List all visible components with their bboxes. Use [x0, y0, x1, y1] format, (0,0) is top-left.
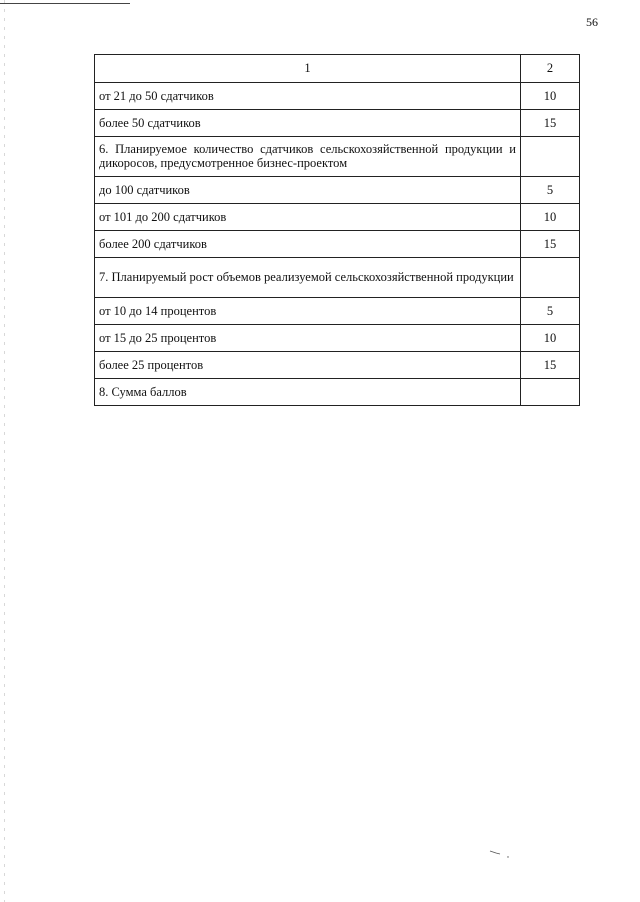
- column-header-criterion: 1: [95, 55, 521, 83]
- pen-mark: [489, 849, 511, 859]
- total-score-value: [521, 379, 580, 406]
- total-score-label: 8. Сумма баллов: [95, 379, 521, 406]
- table-section-row: [95, 137, 580, 177]
- table-row: [95, 83, 580, 110]
- criterion-text: от 21 до 50 сдатчиков: [95, 83, 521, 110]
- table-row: [95, 204, 580, 231]
- criterion-score: [521, 137, 580, 177]
- criterion-score: 15: [521, 110, 580, 137]
- criterion-score: 15: [521, 352, 580, 379]
- column-header-score: 2: [521, 55, 580, 83]
- criterion-score: [521, 258, 580, 298]
- criterion-text: более 25 процентов: [95, 352, 521, 379]
- criterion-text: от 15 до 25 процентов: [95, 325, 521, 352]
- table-header-row: [95, 55, 580, 83]
- criteria-table: [94, 54, 580, 406]
- criterion-text: до 100 сдатчиков: [95, 177, 521, 204]
- table-row: [95, 298, 580, 325]
- criterion-score: 5: [521, 298, 580, 325]
- table-row: [95, 110, 580, 137]
- table-row: [95, 352, 580, 379]
- scan-artifact-top-line: [0, 3, 130, 4]
- criterion-text: более 200 сдатчиков: [95, 231, 521, 258]
- table-row: [95, 325, 580, 352]
- table-row-total: [95, 379, 580, 406]
- criterion-score: 10: [521, 83, 580, 110]
- criterion-score: 10: [521, 204, 580, 231]
- criterion-text: от 10 до 14 процентов: [95, 298, 521, 325]
- section-heading: 7. Планируемый рост объемов реализуемой сельскохозяйственной продукции: [95, 258, 521, 298]
- criterion-score: 5: [521, 177, 580, 204]
- criterion-text: от 101 до 200 сдатчиков: [95, 204, 521, 231]
- table-row: [95, 177, 580, 204]
- criterion-text: более 50 сдатчиков: [95, 110, 521, 137]
- table-row: [95, 231, 580, 258]
- criterion-score: 10: [521, 325, 580, 352]
- scan-artifact-left-edge: [4, 0, 5, 902]
- criterion-score: 15: [521, 231, 580, 258]
- table-section-row: [95, 258, 580, 298]
- page-number: 56: [586, 15, 598, 29]
- section-heading: 6. Планируемое количество сдатчиков сельскохозяйственной продукции и дикоросов, предусмотренное бизнес-проектом: [95, 137, 521, 177]
